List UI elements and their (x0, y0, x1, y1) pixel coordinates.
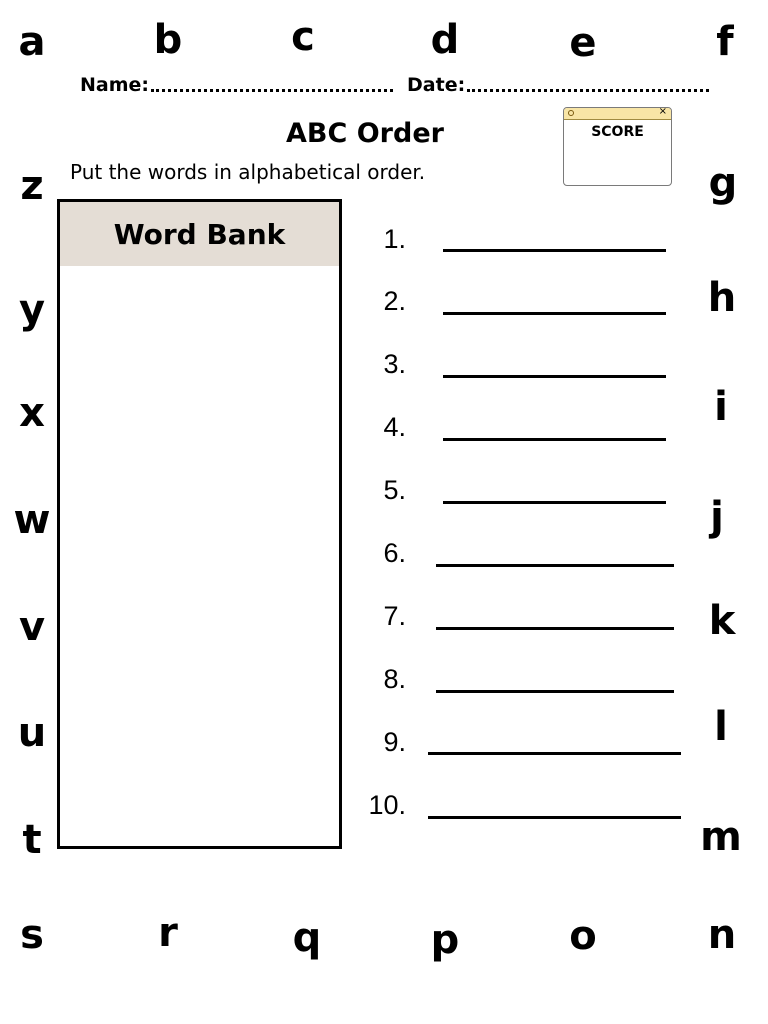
border-letter-p: p (430, 917, 460, 963)
answer-number (330, 349, 406, 379)
answer-number (330, 475, 406, 505)
page-title: ABC Order (286, 118, 444, 149)
answer-number (330, 286, 406, 316)
border-letter-q: q (292, 915, 322, 961)
border-letter-i: i (714, 384, 728, 430)
answer-number-9: 9. (383, 727, 406, 757)
answer-number-8: 8. (383, 664, 406, 694)
answer-number-5: 5. (383, 475, 406, 505)
answer-line-6[interactable] (436, 564, 674, 567)
date-field[interactable] (467, 89, 709, 92)
border-letter-y: y (18, 287, 46, 333)
border-letter-z: z (20, 163, 44, 209)
border-letter-u: u (17, 710, 47, 756)
answer-line-5[interactable] (443, 501, 666, 504)
border-letter-m: m (700, 814, 742, 860)
border-letter-j: j (710, 494, 724, 540)
border-letter-r: r (158, 910, 178, 956)
answer-number-6: 6. (383, 538, 406, 568)
score-label: SCORE (591, 124, 644, 140)
border-letter-k: k (708, 598, 736, 644)
answer-line-9[interactable] (428, 752, 681, 755)
instructions-text: Put the words in alphabetical order. (70, 160, 426, 184)
border-letter-g: g (708, 160, 738, 206)
answer-line-1[interactable] (443, 249, 666, 252)
answer-number-1: 1. (383, 224, 406, 254)
border-letter-v: v (18, 604, 46, 650)
border-letter-s: s (20, 912, 44, 958)
score-box-titlebar (564, 108, 671, 120)
score-box (563, 107, 672, 186)
answer-number (330, 727, 406, 757)
border-letter-d: d (430, 17, 460, 63)
word-bank-box (57, 199, 342, 849)
name-label: Name: (80, 74, 150, 96)
circle-icon (568, 110, 574, 116)
border-letter-l: l (714, 704, 728, 750)
answer-number (330, 224, 406, 254)
answer-number-10: 10. (368, 790, 406, 820)
border-letter-n: n (707, 912, 737, 958)
answer-number (330, 538, 406, 568)
answer-number (330, 664, 406, 694)
border-letter-h: h (707, 275, 737, 321)
answer-line-2[interactable] (443, 312, 666, 315)
answer-line-7[interactable] (436, 627, 674, 630)
name-field[interactable] (151, 89, 393, 92)
answer-line-3[interactable] (443, 375, 666, 378)
answer-number-7: 7. (383, 601, 406, 631)
border-letter-e: e (569, 20, 597, 66)
close-icon: × (658, 106, 667, 117)
border-letter-w: w (13, 497, 51, 543)
border-letter-f: f (716, 19, 734, 65)
border-letter-t: t (22, 817, 42, 863)
border-letter-o: o (569, 913, 597, 959)
word-bank-heading: Word Bank (60, 202, 339, 266)
answer-line-10[interactable] (428, 816, 681, 819)
name-date-bar (80, 66, 740, 96)
answer-number (330, 412, 406, 442)
answer-number-4: 4. (383, 412, 406, 442)
border-letter-c: c (291, 14, 315, 60)
date-label: Date: (407, 74, 466, 96)
answer-number (330, 790, 406, 820)
answer-number-3: 3. (383, 349, 406, 379)
border-letter-a: a (18, 19, 46, 65)
answer-line-4[interactable] (443, 438, 666, 441)
answer-number-2: 2. (383, 286, 406, 316)
answer-line-8[interactable] (436, 690, 674, 693)
answer-number (330, 601, 406, 631)
border-letter-x: x (19, 390, 45, 436)
border-letter-b: b (153, 17, 183, 63)
